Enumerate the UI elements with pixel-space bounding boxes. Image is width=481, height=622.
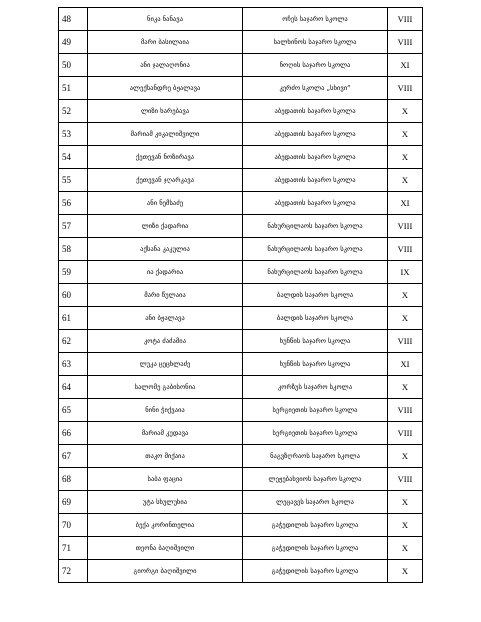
student-name-cell: უტა სხულუხია xyxy=(88,491,243,514)
school-name-cell: ნახურცილაოს საჯარო სკოლა xyxy=(243,261,388,284)
student-name-cell: ანი ბჟალავა xyxy=(88,307,243,330)
school-name-cell: ნაგვზღრაოს საჯარო სკოლა xyxy=(243,445,388,468)
row-number-cell: 57 xyxy=(59,215,88,238)
grade-cell: X xyxy=(388,560,423,583)
student-name-cell: ია ქადარია xyxy=(88,261,243,284)
student-name-cell: კოტა ძაძამია xyxy=(88,330,243,353)
school-name-cell: აბედათის საჯარო სკოლა xyxy=(243,100,388,123)
table-row xyxy=(59,537,423,560)
table-row xyxy=(59,376,423,399)
grade-cell: VIII xyxy=(388,8,423,31)
table-row xyxy=(59,468,423,491)
row-number-cell: 61 xyxy=(59,307,88,330)
row-number-cell: 65 xyxy=(59,399,88,422)
grade-cell: X xyxy=(388,514,423,537)
table-row xyxy=(59,514,423,537)
table-row xyxy=(59,169,423,192)
school-name-cell: ხუნწის საჯარო სკოლა xyxy=(243,353,388,376)
grade-cell: XI xyxy=(388,192,423,215)
school-name-cell: სალხინოს საჯარო სკოლა xyxy=(243,31,388,54)
table-row xyxy=(59,353,423,376)
school-name-cell: ოჩეს საჯარო სკოლა xyxy=(243,8,388,31)
grade-cell: VIII xyxy=(388,215,423,238)
row-number-cell: 67 xyxy=(59,445,88,468)
table-row xyxy=(59,8,423,31)
row-number-cell: 52 xyxy=(59,100,88,123)
student-name-cell: მარიამ კუდავა xyxy=(88,422,243,445)
grade-cell: VIII xyxy=(388,330,423,353)
school-name-cell: ნოღის საჯარო სკოლა xyxy=(243,54,388,77)
row-number-cell: 62 xyxy=(59,330,88,353)
school-name-cell: გაჭედილის საჯარო სკოლა xyxy=(243,560,388,583)
row-number-cell: 58 xyxy=(59,238,88,261)
table-row xyxy=(59,146,423,169)
table-row xyxy=(59,123,423,146)
row-number-cell: 63 xyxy=(59,353,88,376)
grade-cell: XI xyxy=(388,54,423,77)
grade-cell: X xyxy=(388,100,423,123)
row-number-cell: 53 xyxy=(59,123,88,146)
table-row xyxy=(59,54,423,77)
grade-cell: X xyxy=(388,491,423,514)
school-name-cell: გაჭედილის საჯარო სკოლა xyxy=(243,514,388,537)
student-name-cell: ალექსანდრე ბჟალავა xyxy=(88,77,243,100)
table-row xyxy=(59,399,423,422)
student-name-cell: ანი ჯალაღონია xyxy=(88,54,243,77)
table-row xyxy=(59,284,423,307)
student-name-cell: ნიკა ნანავა xyxy=(88,8,243,31)
grade-cell: VIII xyxy=(388,238,423,261)
student-name-cell: ბექა კორინთელია xyxy=(88,514,243,537)
grade-cell: VIII xyxy=(388,468,423,491)
participants-table xyxy=(58,7,423,583)
student-name-cell: ლიზი ხარებავა xyxy=(88,100,243,123)
grade-cell: X xyxy=(388,284,423,307)
school-name-cell: ხუნწის საჯარო სკოლა xyxy=(243,330,388,353)
table-row xyxy=(59,192,423,215)
row-number-cell: 60 xyxy=(59,284,88,307)
grade-cell: X xyxy=(388,146,423,169)
school-name-cell: გაჭედილის საჯარო სკოლა xyxy=(243,537,388,560)
school-name-cell: ლეჟებახვიოს საჯარო სკოლა xyxy=(243,468,388,491)
row-number-cell: 59 xyxy=(59,261,88,284)
school-name-cell: აბედათის საჯარო სკოლა xyxy=(243,123,388,146)
student-name-cell: აქსანა კაკულია xyxy=(88,238,243,261)
grade-cell: X xyxy=(388,445,423,468)
grade-cell: X xyxy=(388,169,423,192)
grade-cell: VIII xyxy=(388,31,423,54)
school-name-cell: ნახურცილაოს საჯარო სკოლა xyxy=(243,215,388,238)
student-name-cell: მარიამ კიკალიშვილი xyxy=(88,123,243,146)
table-row xyxy=(59,261,423,284)
student-name-cell: ანი ნემსაძე xyxy=(88,192,243,215)
row-number-cell: 54 xyxy=(59,146,88,169)
table-row xyxy=(59,491,423,514)
student-name-cell: ნინი ჭიქვაია xyxy=(88,399,243,422)
student-name-cell: თაკო მიქაია xyxy=(88,445,243,468)
table-row xyxy=(59,77,423,100)
row-number-cell: 64 xyxy=(59,376,88,399)
school-name-cell: ნახურცილაოს საჯარო სკოლა xyxy=(243,238,388,261)
row-number-cell: 56 xyxy=(59,192,88,215)
table-row xyxy=(59,100,423,123)
student-name-cell: მარი წულაია xyxy=(88,284,243,307)
school-name-cell: ბალდის საჯარო სკოლა xyxy=(243,307,388,330)
school-name-cell: კერძო სკოლა „სხივი“ xyxy=(243,77,388,100)
row-number-cell: 51 xyxy=(59,77,88,100)
table-row xyxy=(59,238,423,261)
row-number-cell: 69 xyxy=(59,491,88,514)
row-number-cell: 49 xyxy=(59,31,88,54)
row-number-cell: 55 xyxy=(59,169,88,192)
student-name-cell: ლიზი ქადარია xyxy=(88,215,243,238)
table-row xyxy=(59,422,423,445)
school-name-cell: კორზუს საჯარო სკოლა xyxy=(243,376,388,399)
student-name-cell: ქეთევან ჯღარკავა xyxy=(88,169,243,192)
table-row xyxy=(59,307,423,330)
table-row xyxy=(59,445,423,468)
student-name-cell: სალომე გაბისონია xyxy=(88,376,243,399)
school-name-cell: სერგიეთის საჯარო სკოლა xyxy=(243,422,388,445)
participants-table-body xyxy=(59,8,423,583)
student-name-cell: გიორგი ბაღიშვილი xyxy=(88,560,243,583)
row-number-cell: 50 xyxy=(59,54,88,77)
student-name-cell: საბა ფაცია xyxy=(88,468,243,491)
grade-cell: X xyxy=(388,123,423,146)
table-row xyxy=(59,560,423,583)
grade-cell: X xyxy=(388,307,423,330)
grade-cell: VIII xyxy=(388,422,423,445)
row-number-cell: 71 xyxy=(59,537,88,560)
grade-cell: XI xyxy=(388,353,423,376)
row-number-cell: 72 xyxy=(59,560,88,583)
grade-cell: VIII xyxy=(388,399,423,422)
school-name-cell: აბედათის საჯარო სკოლა xyxy=(243,169,388,192)
student-name-cell: თეონა ბაღიშვილი xyxy=(88,537,243,560)
row-number-cell: 66 xyxy=(59,422,88,445)
student-name-cell: ლუკა ცეცხლაძე xyxy=(88,353,243,376)
grade-cell: X xyxy=(388,537,423,560)
student-name-cell: ქეთევან ნოზირავა xyxy=(88,146,243,169)
row-number-cell: 68 xyxy=(59,468,88,491)
grade-cell: X xyxy=(388,376,423,399)
grade-cell: VIII xyxy=(388,77,423,100)
student-name-cell: მარი ბასილაია xyxy=(88,31,243,54)
school-name-cell: ბალდის საჯარო სკოლა xyxy=(243,284,388,307)
grade-cell: IX xyxy=(388,261,423,284)
school-name-cell: აბედათის საჯარო სკოლა xyxy=(243,192,388,215)
table-row xyxy=(59,330,423,353)
row-number-cell: 70 xyxy=(59,514,88,537)
table-row xyxy=(59,31,423,54)
school-name-cell: აბედათის საჯარო სკოლა xyxy=(243,146,388,169)
school-name-cell: ლეცავეს საჯარო სკოლა xyxy=(243,491,388,514)
school-name-cell: სერგიეთის საჯარო სკოლა xyxy=(243,399,388,422)
table-row xyxy=(59,215,423,238)
row-number-cell: 48 xyxy=(59,8,88,31)
